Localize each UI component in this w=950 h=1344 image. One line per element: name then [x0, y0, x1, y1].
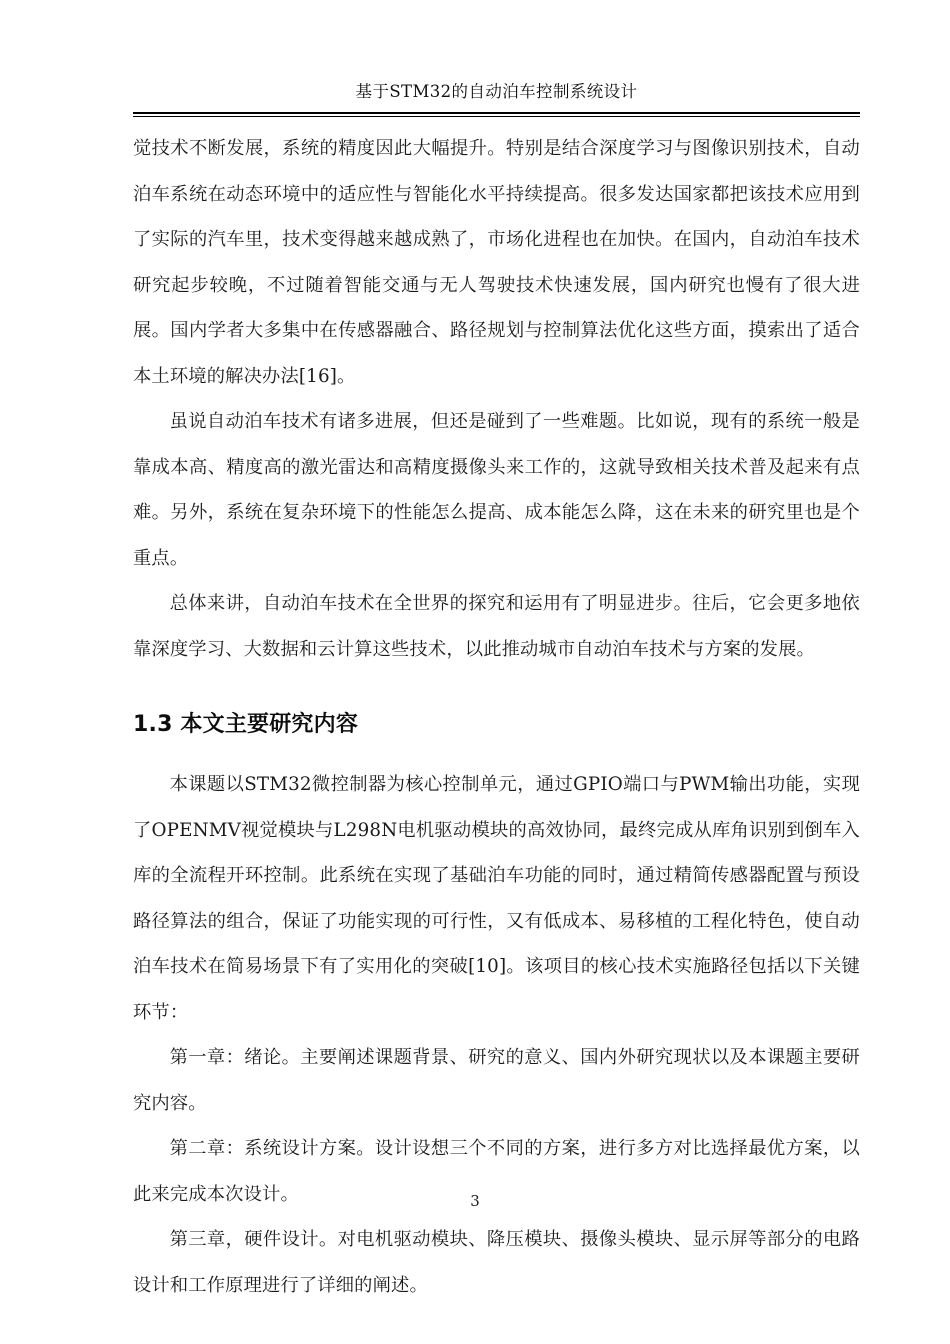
- paragraph-continued-research-status: 觉技术不断发展，系统的精度因此大幅提升。特别是结合深度学习与图像识别技术，自动泊车系统在动态环境中的适应性与智能化水平持续提高。很多发达国家都把该技术应用到了实际的汽车里，技术变得越来越成熟了，市场化进程也在加快。在国内，自动泊车技术研究起步较晚，不过随着智能交通与无人驾驶技术快速发展，国内研究也慢有了很大进展。国内学者大多集中在传感器融合、路径规划与控制算法优化这些方面，摸索出了适合本土环境的解决办法[16]。: [133, 138, 860, 387]
- running-header-title: 基于STM32的自动泊车控制系统设计: [355, 82, 638, 101]
- paragraph-chapter-one: 第一章：绪论。主要阐述课题背景、研究的意义、国内外研究现状以及本课题主要研究内容。: [133, 1047, 860, 1114]
- paragraph-summary-outlook: 总体来讲，自动泊车技术在全世界的探究和运用有了明显进步。往后，它会更多地依靠深度学习、大数据和云计算这些技术，以此推动城市自动泊车技术与方案的发展。: [133, 593, 860, 660]
- page-number: 3: [470, 1192, 480, 1210]
- header-rule-thick-line: [133, 112, 860, 114]
- section-heading-1-3: 1.3 本文主要研究内容: [133, 712, 359, 737]
- page-body-content: [133, 126, 860, 1308]
- running-header: [133, 80, 860, 103]
- paragraph-project-overview: 本课题以STM32微控制器为核心控制单元，通过GPIO端口与PWM输出功能，实现了OPENMV视觉模块与L298N电机驱动模块的高效协同，最终完成从库角识别到倒车入库的全流程开环控制。此系统在实现了基础泊车功能的同时，通过精简传感器配置与预设路径算法的组合，保证了功能实现的可行性，又有低成本、易移植的工程化特色，使自动泊车技术在简易场景下有了实用化的突破[10]。该项目的核心技术实施路径包括以下关键环节：: [133, 774, 860, 1023]
- paragraph-chapter-two: 第二章：系统设计方案。设计设想三个不同的方案，进行多方对比选择最优方案，以此来完成本次设计。: [133, 1138, 860, 1205]
- header-divider-rule: [133, 112, 860, 117]
- heading-bottom-spacer: [133, 748, 860, 762]
- paragraph-challenges: 虽说自动泊车技术有诸多进展，但还是碰到了一些难题。比如说，现有的系统一般是靠成本高、精度高的激光雷达和高精度摄像头来工作的，这就导致相关技术普及起来有点难。另外，系统在复杂环境下的性能怎么提高、成本能怎么降，这在未来的研究里也是个重点。: [133, 411, 860, 569]
- header-rule-thin-line: [133, 116, 860, 117]
- paragraph-chapter-three: 第三章，硬件设计。对电机驱动模块、降压模块、摄像头模块、显示屏等部分的电路设计和工作原理进行了详细的阐述。: [133, 1229, 860, 1296]
- heading-top-spacer: [133, 672, 860, 702]
